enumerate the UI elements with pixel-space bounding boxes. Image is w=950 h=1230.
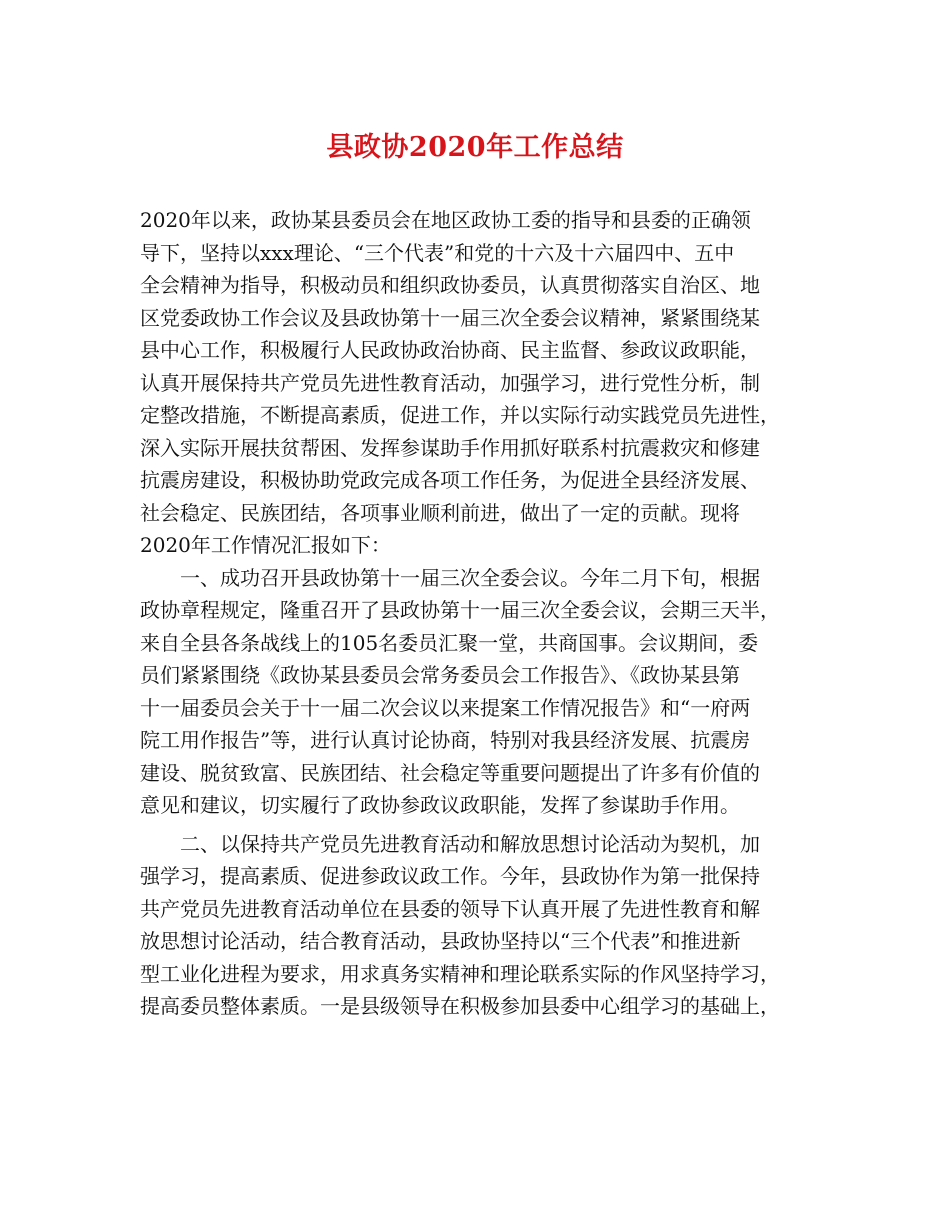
body-line: 政协章程规定，隆重召开了县政协第十一届三次全委会议，会期三天半，	[140, 598, 780, 622]
body-line: 意见和建议，切实履行了政协参政议政职能，发挥了参谋助手作用。	[140, 793, 740, 817]
body-line: 强学习，提高素质、促进参政议政工作。今年，县政协作为第一批保持	[140, 864, 760, 888]
body-line: 社会稳定、民族团结，各项事业顺利前进，做出了一定的贡献。现将	[140, 500, 740, 525]
body-line: 共产党员先进教育活动单位在县委的领导下认真开展了先进性教育和解	[140, 896, 760, 921]
body-line: 区党委政协工作会议及县政协第十一届三次全委会议精神，紧紧围绕某	[140, 305, 760, 330]
document-title: 县政协2020年工作总结	[326, 132, 624, 163]
body-line: 县中心工作，积极履行人民政协政治协商、民主监督、参政议政职能，	[140, 338, 760, 362]
body-line: 提高委员整体素质。一是县级领导在积极参加县委中心组学习的基础上，	[140, 994, 780, 1018]
body-line: 定整改措施，不断提高素质，促进工作，并以实际行动实践党员先进性，	[140, 403, 780, 427]
body-line: 导下，坚持以xxx理论、“三个代表”和党的十六及十六届四中、五中	[140, 240, 735, 265]
body-line: 一、成功召开县政协第十一届三次全委会议。今年二月下旬，根据	[180, 565, 760, 590]
body-line: 院工用作报告”等，进行认真讨论协商，特别对我县经济发展、抗震房	[140, 728, 751, 752]
body-line: 二、以保持共产党员先进教育活动和解放思想讨论活动为契机，加	[180, 831, 760, 856]
body-line: 抗震房建设，积极协助党政完成各项工作任务，为促进全县经济发展、	[140, 468, 760, 492]
body-line: 全会精神为指导，积极动员和组织政协委员，认真贯彻落实自治区、地	[140, 273, 760, 297]
body-line: 深入实际开展扶贫帮困、发挥参谋助手作用抓好联系村抗震救灾和修建	[140, 435, 760, 460]
body-line: 2020年工作情况汇报如下：	[140, 533, 391, 557]
body-line: 建设、脱贫致富、民族团结、社会稳定等重要问题提出了许多有价值的	[140, 760, 760, 785]
body-line: 来自全县各条战线上的105名委员汇聚一堂，共商国事。会议期间，委	[140, 630, 759, 655]
body-line: 2020年以来，政协某县委员会在地区政协工委的指导和县委的正确领	[140, 208, 751, 232]
body-line: 型工业化进程为要求，用求真务实精神和理论联系实际的作风坚持学习，	[140, 961, 780, 986]
body-line: 认真开展保持共产党员先进性教育活动，加强学习，进行党性分析，制	[140, 370, 760, 395]
body-line: 放思想讨论活动，结合教育活动，县政协坚持以“三个代表”和推进新	[140, 929, 741, 953]
body-line: 员们紧紧围绕《政协某县委员会常务委员会工作报告》、《政协某县第	[140, 663, 740, 687]
body-line: 十一届委员会关于十一届二次会议以来提案工作情况报告》和“一府两	[140, 695, 751, 720]
document-body	[140, 204, 820, 1023]
